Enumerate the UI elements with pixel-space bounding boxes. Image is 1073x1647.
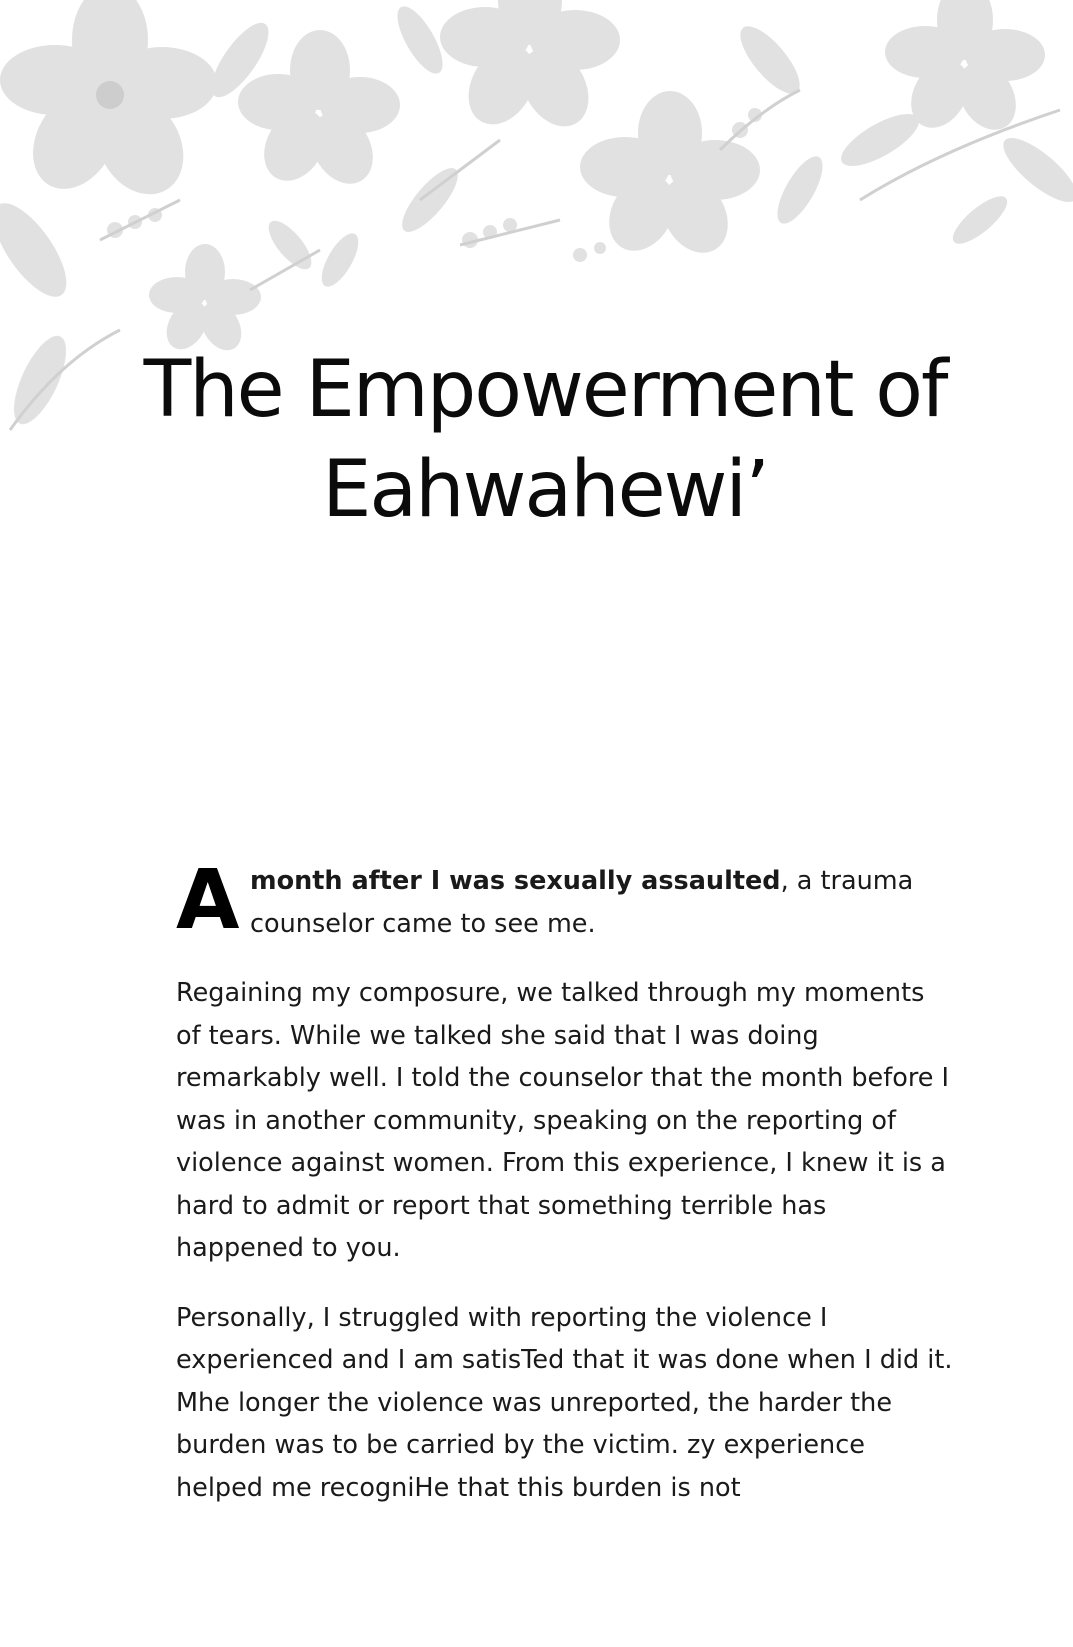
chapter-body xyxy=(176,853,956,1536)
chapter-title-line-2: Eahwahewi’ xyxy=(322,445,768,535)
opening-lead-bold: month after I was sexually assaulted xyxy=(250,866,781,896)
opening-rest: , a trauma counselor came to see me. xyxy=(250,866,914,939)
chapter-title-line-1: The Empowerment of xyxy=(143,345,947,435)
body-paragraph: Regaining my composure, we talked through my moments of tears. While we talked she said that I was doing remarkably well. I told the counselor that the month before I was in another community, speaking on the reporting of violence against women. From this experience, I knew it is a hard to admit or report that something terrible has happened to you. xyxy=(176,978,950,1263)
opening-paragraph xyxy=(176,853,956,948)
body-paragraph: Personally, I struggled with reporting the violence I experienced and I am satisTed that it was done when I did it. Mhe longer the violence was unreported, the harder the burden was to be carried by the victim. zy experience helped me recogniHe that this burden is not xyxy=(176,1302,953,1503)
chapter-title xyxy=(120,340,970,540)
drop-cap: A xyxy=(176,853,240,948)
